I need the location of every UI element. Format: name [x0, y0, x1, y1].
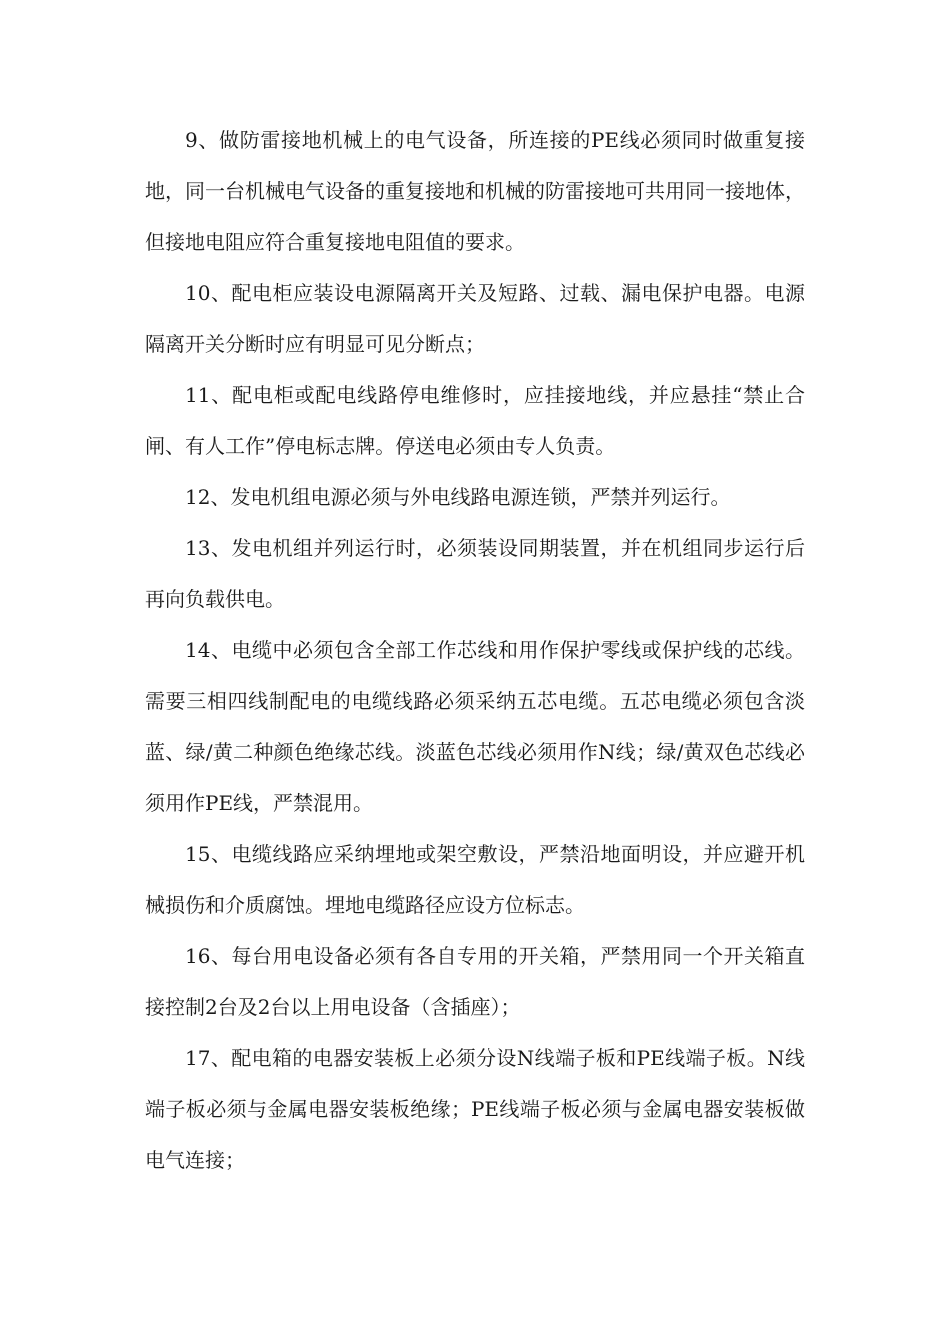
paragraph-item-11: 11、配电柜或配电线路停电维修时，应挂接地线，并应悬挂“禁止合闸、有人工作”停电标志牌。停送电必须由专人负责。 [145, 383, 805, 458]
document-body [145, 115, 805, 1186]
paragraph-item-17: 17、配电箱的电器安装板上必须分设N线端子板和PE线端子板。N线端子板必须与金属电器安装板绝缘；PE线端子板必须与金属电器安装板做电气连接； [145, 1046, 805, 1172]
paragraph-item-14: 14、电缆中必须包含全部工作芯线和用作保护零线或保护线的芯线。需要三相四线制配电的电缆线路必须采纳五芯电缆。五芯电缆必须包含淡蓝、绿/黄二种颜色绝缘芯线。淡蓝色芯线必须用作N线；绿/黄双色芯线必须用作PE线，严禁混用。 [145, 638, 805, 815]
paragraph-item-10: 10、配电柜应装设电源隔离开关及短路、过载、漏电保护电器。电源隔离开关分断时应有明显可见分断点； [145, 281, 805, 356]
paragraph-item-16: 16、每台用电设备必须有各自专用的开关箱，严禁用同一个开关箱直接控制2台及2台以上用电设备（含插座）； [145, 944, 805, 1019]
paragraph-item-15: 15、电缆线路应采纳埋地或架空敷设，严禁沿地面明设，并应避开机械损伤和介质腐蚀。埋地电缆路径应设方位标志。 [145, 842, 805, 917]
paragraph-item-13: 13、发电机组并列运行时，必须装设同期装置，并在机组同步运行后再向负载供电。 [145, 536, 805, 611]
paragraph-item-9: 9、做防雷接地机械上的电气设备，所连接的PE线必须同时做重复接地，同一台机械电气设备的重复接地和机械的防雷接地可共用同一接地体，但接地电阻应符合重复接地电阻值的要求。 [145, 128, 805, 254]
paragraph-item-12: 12、发电机组电源必须与外电线路电源连锁，严禁并列运行。 [185, 485, 731, 509]
